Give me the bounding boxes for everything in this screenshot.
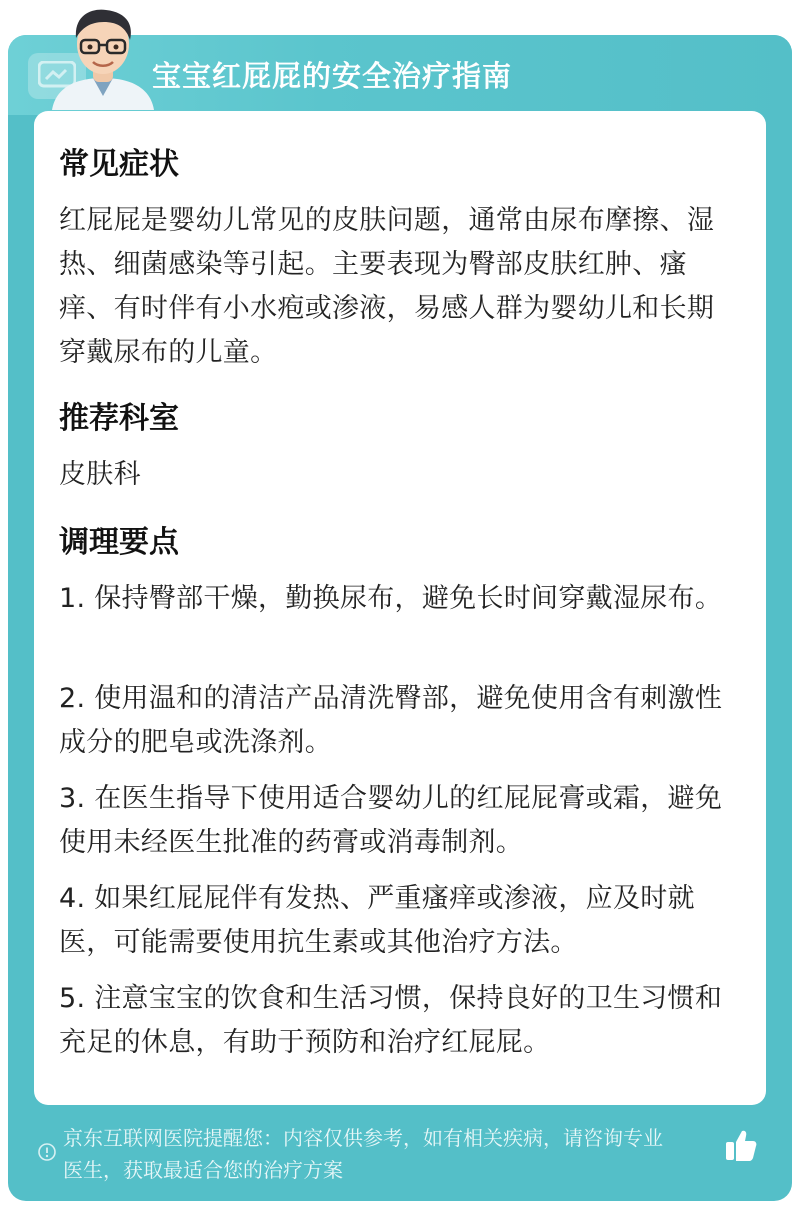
section-heading-care-points: 调理要点 bbox=[59, 525, 179, 560]
list-item: 4. 如果红屁屁伴有发热、严重瘙痒或渗液，应及时就医，可能需要使用抗生素或其他治疗方法。 bbox=[59, 883, 695, 958]
thumbs-up-icon[interactable] bbox=[724, 1128, 758, 1164]
doctor-avatar bbox=[48, 4, 158, 110]
list-item: 5. 注意宝宝的饮食和生活习惯，保持良好的卫生习惯和充足的休息，有助于预防和治疗红屁屁。 bbox=[59, 983, 723, 1058]
section-heading-symptoms: 常见症状 bbox=[59, 147, 179, 182]
list-item: 2. 使用温和的清洁产品清洗臀部，避免使用含有刺激性成分的肥皂或洗涤剂。 bbox=[59, 683, 723, 758]
list-item: 1. 保持臀部干燥，勤换尿布，避免长时间穿戴湿尿布。 bbox=[59, 583, 723, 614]
disclaimer-notice: 京东互联网医院提醒您：内容仅供参考，如有相关疾病，请咨询专业医生，获取最适合您的治疗方案 bbox=[63, 1126, 663, 1182]
section-heading-department: 推荐科室 bbox=[59, 401, 179, 436]
list-item: 3. 在医生指导下使用适合婴幼儿的红屁屁膏或霜，避免使用未经医生批准的药膏或消毒制剂。 bbox=[59, 783, 723, 858]
disclaimer-text bbox=[38, 1122, 728, 1186]
symptoms-text: 红屁屁是婴幼儿常见的皮肤问题，通常由尿布摩擦、湿热、细菌感染等引起。主要表现为臀部皮肤红肿、瘙痒、有时伴有小水疱或渗液，易感人群为婴幼儿和长期穿戴尿布的儿童。 bbox=[59, 205, 715, 368]
page-title: 宝宝红屁屁的安全治疗指南 bbox=[152, 59, 513, 93]
content-card bbox=[34, 111, 766, 1105]
department-text: 皮肤科 bbox=[59, 459, 141, 490]
